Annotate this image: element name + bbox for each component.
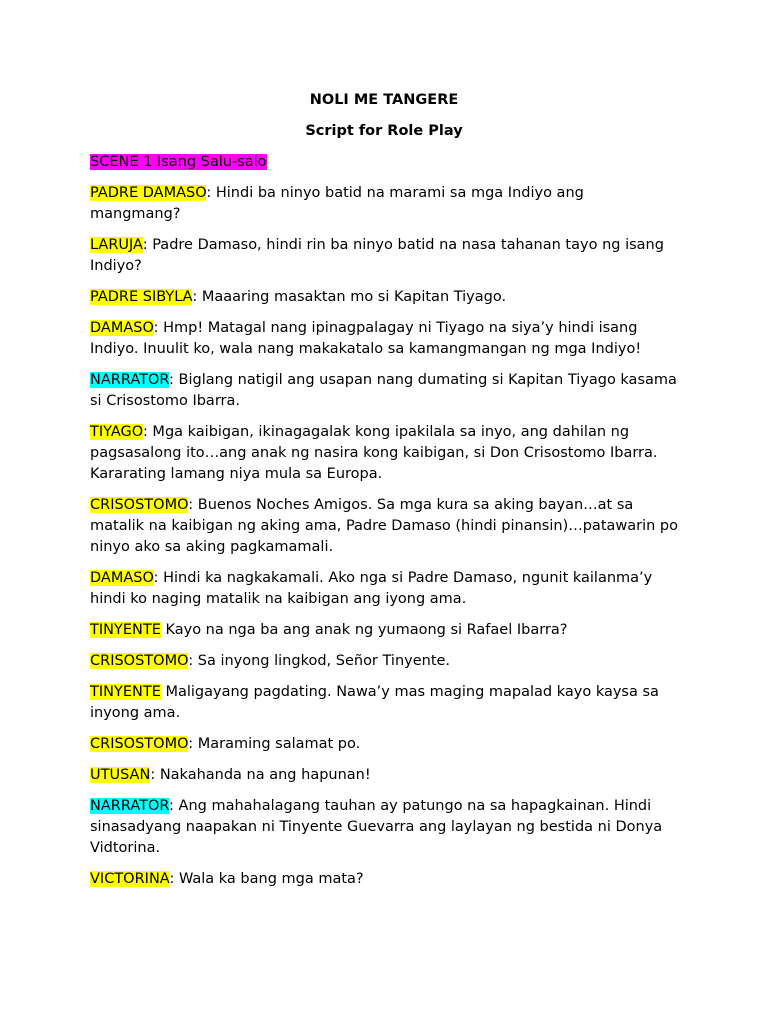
dialogue-text: Maraming salamat po. (193, 736, 361, 752)
speaker-separator: : (188, 736, 194, 752)
dialogue-text: Maligayang pagdating. Nawa’y mas maging mapalad kayo kaysa sa inyong ama. (90, 684, 659, 721)
script-line (90, 495, 678, 558)
speaker-name: TINYENTE (90, 622, 161, 638)
script-line (90, 370, 678, 412)
speaker-name: CRISOSTOMO (90, 497, 189, 513)
speaker-name: TIYAGO (90, 424, 143, 440)
speaker-name: DAMASO (90, 320, 154, 336)
document-subtitle: Script for Role Play (305, 123, 463, 139)
dialogue-text: Padre Damaso, hindi rin ba ninyo batid na nasa tahanan tayo ng isang Indiyo? (90, 237, 664, 274)
dialogue-text: Mga kaibigan, ikinagagalak kong ipakilala sa inyo, ang dahilan ng pagsasalong ito…ang anak ng nasira kong kaibigan, si Don Crisostomo Ibarra. Kararating lamang niya mula sa Europa. (90, 424, 658, 482)
script-line (90, 287, 678, 308)
speaker-separator: : (169, 871, 175, 887)
speaker-separator: : (188, 653, 194, 669)
speaker-separator: : (188, 497, 194, 513)
speaker-separator: : (206, 185, 212, 201)
dialogue-text: Hmp! Matagal nang ipinagpalagay ni Tiyago na siya’y hindi isang Indiyo. Inuulit ko, wala nang makakatalo sa kamangmangan ng mga Indiyo! (90, 320, 642, 357)
dialogue-text: Ang mahahalagang tauhan ay patungo na sa hapagkainan. Hindi sinasadyang naapakan ni Tinyente Guevarra ang laylayan ng bestida ni Donya Vidtorina. (90, 798, 663, 856)
speaker-separator: : (169, 372, 174, 388)
dialogue-text: Kayo na nga ba ang anak ng yumaong si Rafael Ibarra? (160, 622, 568, 638)
script-line (90, 235, 678, 277)
speaker-name: TINYENTE (90, 684, 161, 700)
script-line (90, 183, 678, 225)
dialogue-text: Nakahanda na ang hapunan! (155, 767, 371, 783)
dialogue-text: Hindi ba ninyo batid na marami sa mga Indiyo ang mangmang? (90, 185, 584, 222)
script-line (90, 568, 678, 610)
speaker-name: DAMASO (90, 570, 154, 586)
dialogue-text: Maaaring masaktan mo si Kapitan Tiyago. (197, 289, 507, 305)
script-line (90, 651, 678, 672)
dialogue-text: Wala ka bang mga mata? (174, 871, 364, 887)
speaker-name: NARRATOR (90, 798, 170, 814)
speaker-separator: : (153, 570, 159, 586)
speaker-separator: : (153, 320, 159, 336)
scene-heading-label: SCENE 1 Isang Salu-salo (90, 154, 267, 170)
scene-heading (90, 152, 678, 173)
script-line (90, 869, 678, 890)
speaker-separator: : (192, 289, 198, 305)
dialogue-text: Biglang natigil ang usapan nang dumating si Kapitan Tiyago kasama si Crisostomo Ibarra. (90, 372, 677, 409)
script-line (90, 765, 678, 786)
script-line (90, 734, 678, 755)
dialogue-text: Hindi ka nagkakamali. Ako nga si Padre Damaso, ngunit kailanma’y hindi ko naging matalik na kaibigan ang iyong ama. (90, 570, 653, 607)
dialogue-text: Buenos Noches Amigos. Sa mga kura sa aking bayan…at sa matalik na kaibigan ng aking ama, Padre Damaso (hindi pinansin)…patawarin po ninyo ako sa aking pagkamamali. (90, 497, 678, 555)
speaker-name: VICTORINA (90, 871, 170, 887)
speaker-separator: : (150, 767, 156, 783)
script-line (90, 422, 678, 485)
speaker-name: CRISOSTOMO (90, 653, 189, 669)
speaker-name: PADRE SIBYLA (90, 289, 193, 305)
script-line (90, 682, 678, 724)
script-line (90, 796, 678, 859)
speaker-name: CRISOSTOMO (90, 736, 189, 752)
speaker-separator: : (142, 424, 148, 440)
document-title: NOLI ME TANGERE (309, 92, 459, 108)
dialogue-text: Sa inyong lingkod, Señor Tinyente. (193, 653, 451, 669)
speaker-name: NARRATOR (90, 372, 170, 388)
speaker-name: UTUSAN (90, 767, 151, 783)
script-line (90, 318, 678, 360)
speaker-name: PADRE DAMASO (90, 185, 207, 201)
speaker-separator: : (169, 798, 174, 814)
speaker-separator: : (142, 237, 148, 253)
script-line (90, 620, 678, 641)
speaker-name: LARUJA (90, 237, 143, 253)
